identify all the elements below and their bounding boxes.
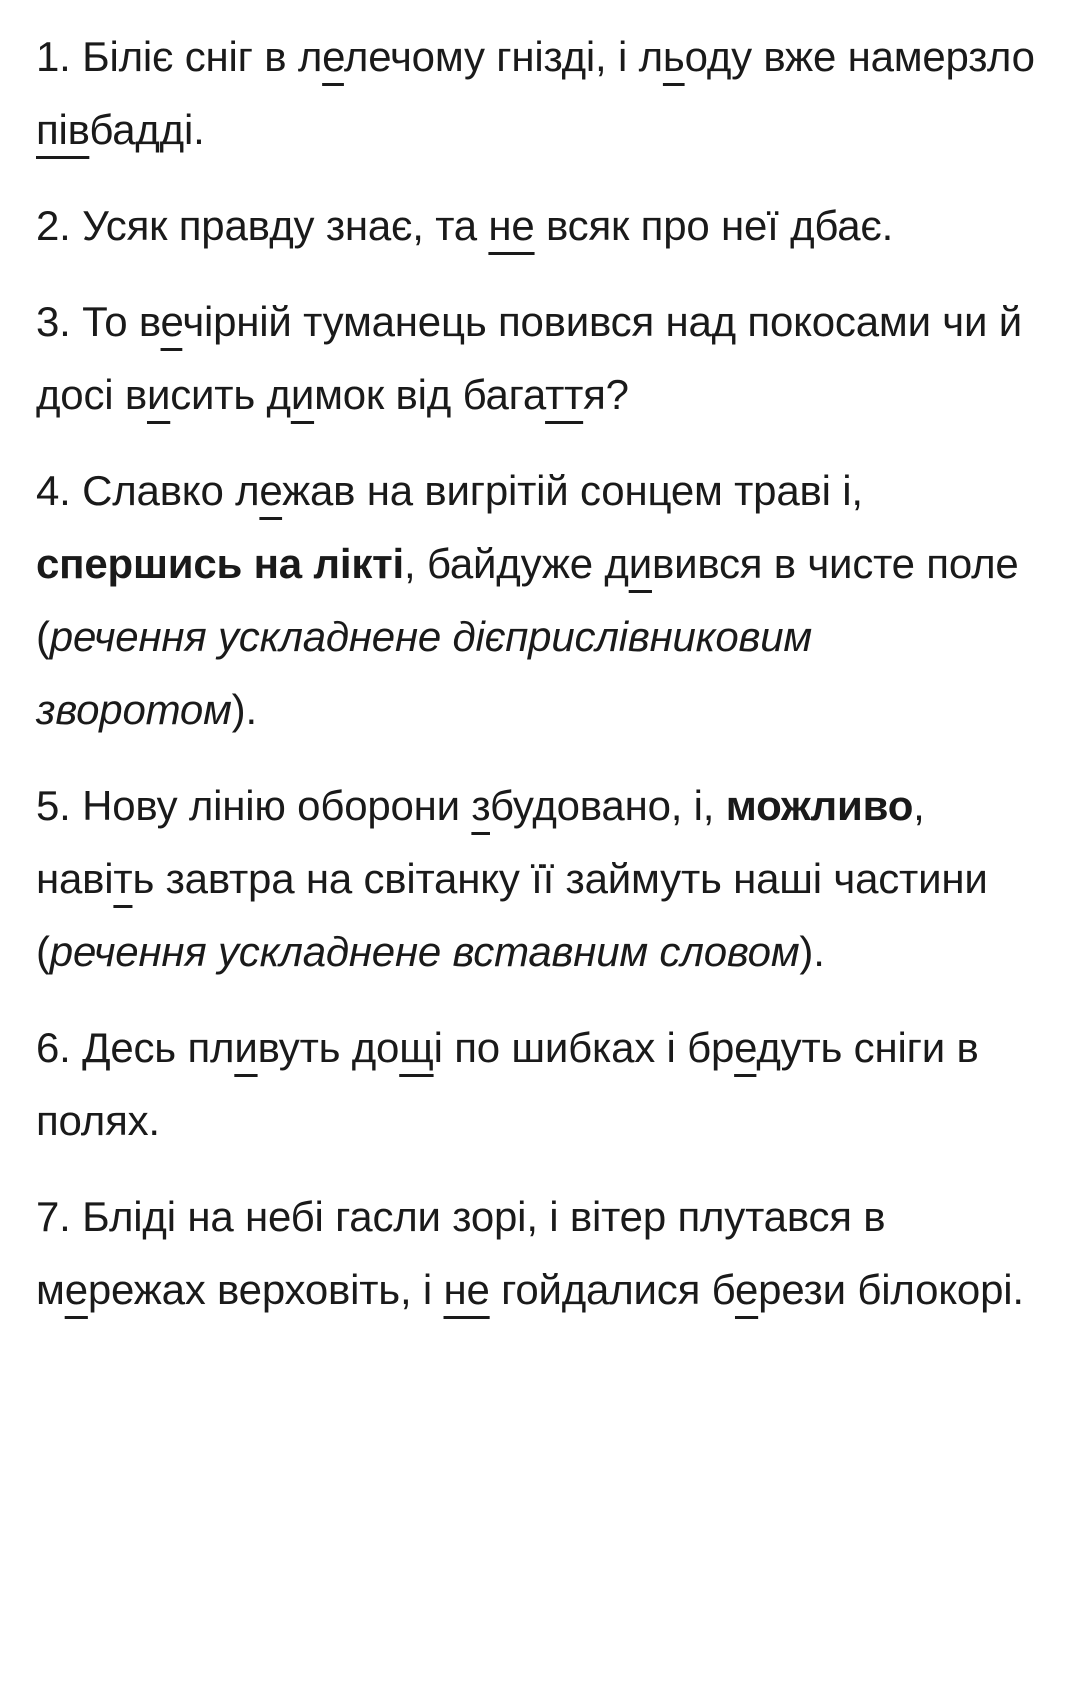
text-segment: сить д	[170, 371, 291, 418]
sentence-1	[36, 20, 1044, 166]
text-segment: 2. Усяк правду знає, та	[36, 202, 489, 249]
underlined-segment: е	[259, 467, 283, 514]
text-segment: ь завтра на світанку її займуть наші частини (	[36, 855, 988, 975]
underlined-segment: и	[146, 371, 171, 418]
text-segment: 1. Біліє сніг в л	[36, 33, 323, 80]
underlined-segment: т	[113, 855, 133, 902]
underlined-segment: пів	[36, 106, 90, 153]
text-segment: 6. Десь пл	[36, 1024, 235, 1071]
text-segment: режах верховіть, і	[87, 1266, 444, 1313]
text-segment: жав на вигрітій сонцем траві і,	[282, 467, 863, 514]
text-segment: рези білокорі.	[758, 1266, 1024, 1313]
text-segment: мок від бага	[314, 371, 546, 418]
sentence-4	[36, 454, 1044, 746]
underlined-segment: тт	[545, 371, 584, 418]
text-segment: всяк про неї дбає.	[534, 202, 894, 249]
text-segment: і по шибках і бр	[433, 1024, 735, 1071]
underlined-segment: е	[734, 1024, 757, 1071]
text-segment: 4. Славко л	[36, 467, 260, 514]
sentence-6	[36, 1011, 1044, 1157]
text-segment: лечому гнізді, і л	[343, 33, 663, 80]
underlined-segment: е	[322, 33, 344, 80]
underlined-segment: и	[628, 540, 652, 587]
underlined-segment: з	[471, 782, 490, 829]
underlined-segment: ь	[662, 33, 685, 80]
text-segment: 5. Нову лінію оборони	[36, 782, 472, 829]
text-segment: оду вже намерзло	[684, 33, 1035, 80]
text-segment: , наві	[36, 782, 925, 902]
underlined-segment: е	[64, 1266, 88, 1313]
text-segment: 3. То в	[36, 298, 161, 345]
text-segment: ).	[231, 686, 257, 733]
text-segment: чірній туманець повився над покосами чи й досі в	[36, 298, 1022, 418]
underlined-segment: и	[290, 371, 315, 418]
sentence-list	[36, 20, 1044, 1326]
text-segment: ).	[799, 928, 825, 975]
italic-segment: речення ускладнене дієприслівниковим зворотом	[36, 613, 812, 733]
sentence-3	[36, 285, 1044, 431]
text-segment: 7. Бліді на небі гасли зорі, і вітер плутався в м	[36, 1193, 886, 1313]
text-segment: дуть сніги в полях.	[36, 1024, 979, 1144]
underlined-segment: щ	[399, 1024, 434, 1071]
text-segment: вуть до	[257, 1024, 400, 1071]
text-segment: вився в чисте поле (	[36, 540, 1019, 660]
sentence-5	[36, 769, 1044, 988]
underlined-segment: не	[488, 202, 535, 249]
underlined-segment: не	[443, 1266, 490, 1313]
bold-segment: спершись на лікті	[36, 540, 405, 587]
sentence-7	[36, 1180, 1044, 1326]
text-segment: бадді.	[89, 106, 205, 153]
sentence-2	[36, 189, 1044, 262]
text-segment: , байдуже д	[404, 540, 629, 587]
italic-segment: речення ускладнене вставним словом	[49, 928, 800, 975]
underlined-segment: е	[734, 1266, 759, 1313]
bold-segment: можливо	[725, 782, 914, 829]
underlined-segment: и	[234, 1024, 258, 1071]
underlined-segment: е	[160, 298, 183, 345]
text-segment: будовано, і,	[489, 782, 726, 829]
text-segment: гойдалися б	[489, 1266, 735, 1313]
text-segment: я?	[583, 371, 629, 418]
